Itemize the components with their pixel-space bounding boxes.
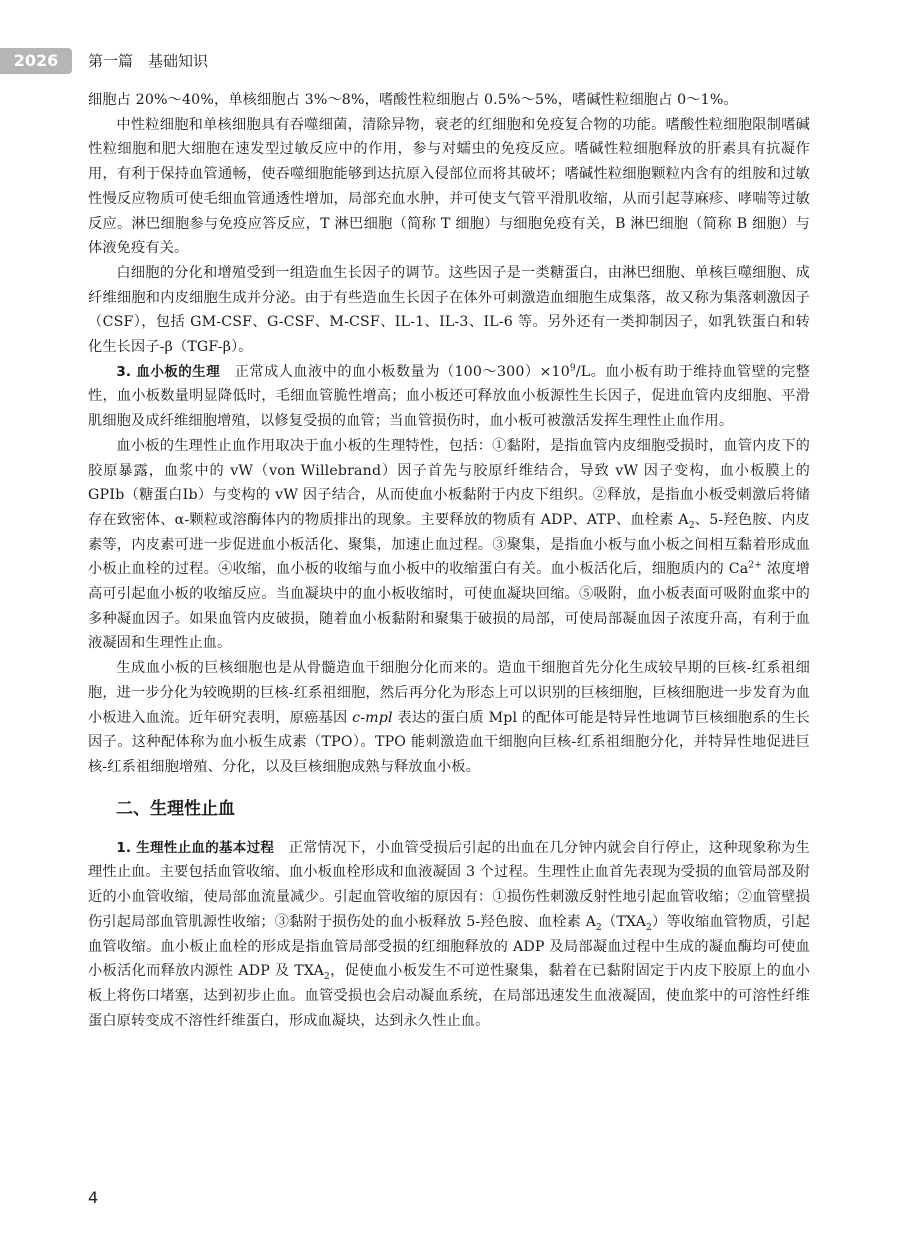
paragraph-6-text-a: 正常情况下，小血管受损后引起的出血在几分钟内就会自行停止，这种现象称为生理性止血。主要包括血管收缩、血小板血栓形成和血液凝固 3 个过程。生理性止血首先表现为受损的血管局部及附近的小血管收缩，使局部血流量减少。引起血管收缩的原因有：①损伤性刺激反射性地引起血管收缩；②血管壁损伤引起局部血管肌源性收缩；③黏附于损伤处的血小板释放 5-羟色胺、血栓素 A xyxy=(88,839,810,930)
paragraph-3-text-b: /L。血小板有助于维持血管壁的完整性，血小板数量明显降低时，毛细血管脆性增高；血小板还可释放血小板源性生长因子，促进血管内皮细胞、平滑肌细胞及成纤维细胞增殖，以修复受损的血管；当血管损伤时，血小板可被激活发挥生理性止血作用。 xyxy=(88,363,810,430)
paragraph-2: 白细胞的分化和增殖受到一组造血生长因子的调节。这些因子是一类糖蛋白，由淋巴细胞、单核巨噬细胞、成纤维细胞和内皮细胞生成并分泌。由于有些造血生长因子在体外可刺激造血细胞生成集落，故又称为集落刺激因子（CSF），包括 GM-CSF、G-CSF、M-CSF、IL-1、IL-3、IL-6 等。另外还有一类抑制因子，如乳铁蛋白和转化生长因子-β（TGF-β）。 xyxy=(88,264,810,356)
paragraph-4-text-b: 、5-羟色胺、内皮素等，内皮素可进一步促进血小板活化、聚集，加速止血过程。③聚集，是指血小板与血小板之间相互黏着形成血小板止血栓的过程。④收缩，血小板的收缩与血小板中的收缩蛋白有关。血小板活化后，细胞质内的 Ca xyxy=(88,511,810,578)
paragraph-6-text-c: ）等收缩血管物质，引起血管收缩。血小板止血栓的形成是指血管局部受损的红细胞释放的 ADP 及局部凝血过程中生成的凝血酶均可使血小板活化而释放内源性 ADP 及 TXA xyxy=(88,913,811,980)
platelet-physiology-heading: 3. 血小板的生理 xyxy=(116,363,221,380)
paragraph-1: 中性粒细胞和单核细胞具有吞噬细菌，清除异物，衰老的红细胞和免疫复合物的功能。嗜酸性粒细胞限制嗜碱性粒细胞和肥大细胞在速发型过敏反应中的作用，参与对蠕虫的免疫反应。嗜碱性粒细胞释放的肝素具有抗凝作用，有利于保持血管通畅，使吞噬细胞能够到达抗原入侵部位而将其破坏；嗜碱性粒细胞颗粒内含有的组胺和过敏性慢反应物质可使毛细血管通透性增加，局部充血水肿，并可使支气管平滑肌收缩，从而引起荨麻疹、哮喘等过敏反应。淋巴细胞参与免疫应答反应，T 淋巴细胞（简称 T 细胞）与细胞免疫有关，B 淋巴细胞（简称 B 细胞）与体液免疫有关。 xyxy=(88,116,810,257)
paragraph-4-text-a: 血小板的生理性止血作用取决于血小板的生理特性，包括：①黏附，是指血管内皮细胞受损时，血管内皮下的胶原暴露，血浆中的 vW（von Willebrand）因子首先与胶原纤维结合，导致 vW 因子变构，血小板膜上的 GPⅠb（糖蛋白Ⅰb）与变构的 vW 因子结合，从而使血小板黏附于内皮下组织。②释放，是指血小板受刺激后将储存在致密体、α-颗粒或溶酶体内的物质排出的现象。主要释放的物质有 ADP、ATP、血栓素 A xyxy=(88,437,810,528)
exponent: 9 xyxy=(569,363,576,373)
page-body xyxy=(88,88,810,1033)
year-badge: 2026 xyxy=(0,48,72,74)
paragraph-5 xyxy=(88,656,810,780)
subscript: 2 xyxy=(646,922,652,933)
gene-name: c-mpl xyxy=(352,709,393,726)
paragraph-5-text-a: 生成血小板的巨核细胞也是从骨髓造血干细胞分化而来的。造血干细胞首先分化生成较早期的巨核-红系祖细胞，进一步分化为较晚期的巨核-红系祖细胞，然后再分化为形态上可以识别的巨核细胞，巨核细胞进一步发育为血小板进入血流。近年研究表明，原癌基因 xyxy=(88,660,810,726)
paragraph-3-text-a: 正常成人血液中的血小板数量为（100～300）×10 xyxy=(220,363,570,380)
chapter-title: 第一篇 基础知识 xyxy=(88,52,209,70)
paragraph-6-text-d: ，促使血小板发生不可逆性聚集，黏着在已黏附固定于内皮下胶原上的血小板上将伤口堵塞，达到初步止血。血管受损也会启动凝血系统，在局部迅速发生血液凝固，使血浆中的可溶性纤维蛋白原转变成不溶性纤维蛋白，形成血凝块，达到永久性止血。 xyxy=(88,963,811,1029)
paragraph-3 xyxy=(88,360,810,434)
paragraph-5-text-b: 表达的蛋白质 Mpl 的配体可能是特异性地调节巨核细胞系的生长因子。这种配体称为血小板生成素（TPO）。TPO 能刺激造血干细胞向巨核-红系祖细胞分化，并特异性地促进巨核-红系祖细胞增殖、分化，以及巨核细胞成熟与释放血小板。 xyxy=(88,709,810,775)
page-header xyxy=(0,48,900,74)
subscript: 2 xyxy=(596,922,602,933)
section-heading: 二、生理性止血 xyxy=(116,798,235,819)
subscript: 2 xyxy=(324,972,330,983)
hemostasis-process-heading: 1. 生理性止血的基本过程 xyxy=(116,839,275,856)
page-number: 4 xyxy=(88,1188,99,1207)
subscript: 2 xyxy=(688,520,695,531)
paragraph-0: 细胞占 20%～40%，单核细胞占 3%～8%，嗜酸性粒细胞占 0.5%～5%，嗜碱性粒细胞占 0～1%。 xyxy=(88,92,738,108)
paragraph-4-text-c: 浓度增高可引起血小板的收缩反应。当血凝块中的血小板收缩时，可使血凝块回缩。⑤吸附，血小板表面可吸附血浆中的多种凝血因子。如果血管内皮破损，随着血小板黏附和聚集于破损的局部，可使局部凝血因子浓度升高，有利于血液凝固和生理性止血。 xyxy=(88,561,810,652)
paragraph-6 xyxy=(88,836,810,1034)
paragraph-6-text-b: （TXA xyxy=(601,913,647,930)
superscript: 2+ xyxy=(748,560,762,571)
paragraph-4 xyxy=(88,434,810,656)
